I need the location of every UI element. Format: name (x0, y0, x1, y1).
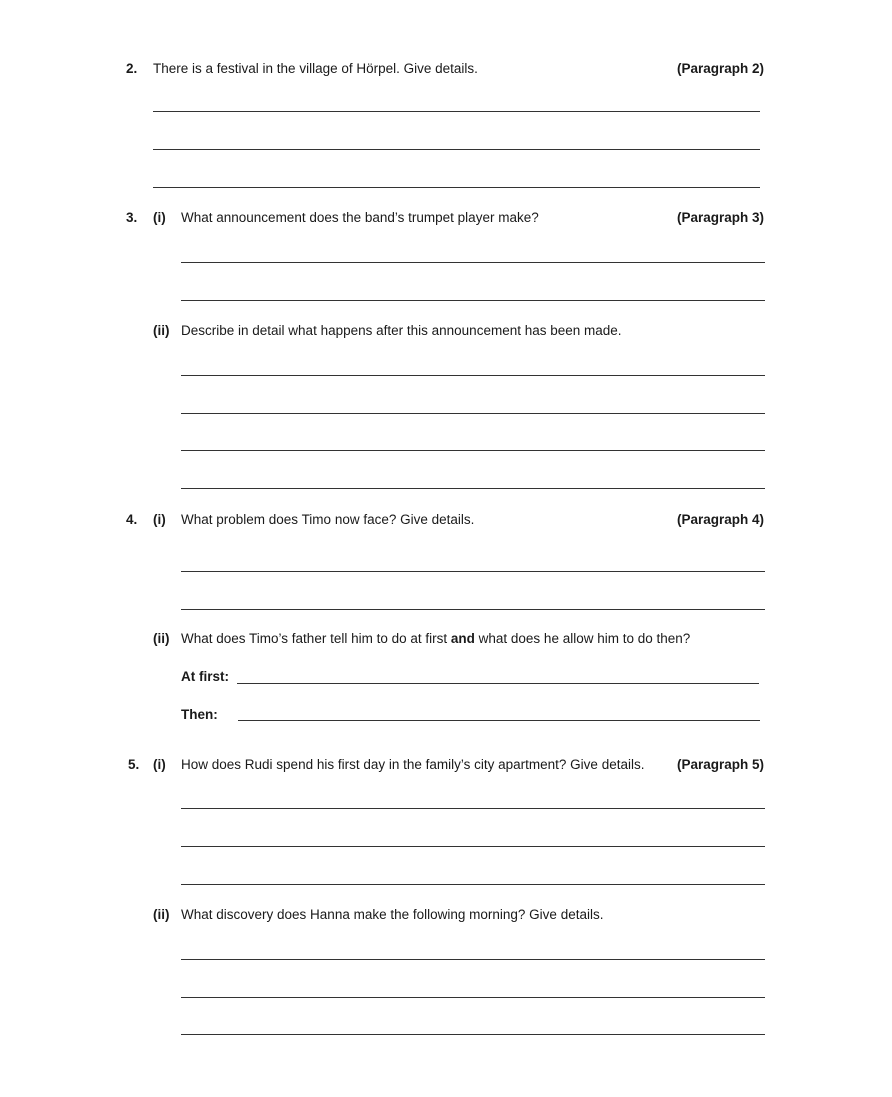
question-4-ii-label: (ii) (153, 631, 170, 646)
question-4-number: 4. (126, 512, 138, 527)
answer-line-q3ii-2[interactable] (181, 413, 765, 414)
question-3-ii-label: (ii) (153, 323, 170, 338)
question-4-ii-text (181, 631, 690, 646)
question-4-i-label: (i) (153, 512, 166, 527)
question-5-ii-label: (ii) (153, 907, 170, 922)
answer-line-q4i-2[interactable] (181, 609, 765, 610)
question-5-i-label: (i) (153, 757, 166, 772)
question-3-number: 3. (126, 210, 138, 225)
answer-line-q3ii-3[interactable] (181, 450, 765, 451)
question-4-ii-text-bold: and (450, 631, 475, 646)
answer-line-q3i-1[interactable] (181, 262, 765, 263)
answer-line-q5ii-2[interactable] (181, 997, 765, 998)
question-5-i-text: How does Rudi spend his first day in the family’s city apartment? Give details. (181, 757, 645, 772)
question-2-number: 2. (126, 61, 138, 76)
question-4-ii-text-b: what does he allow him to do then? (474, 631, 691, 646)
question-4-ii-text-a: What does Timo’s father tell him to do at first (181, 631, 451, 646)
question-5-paragraph-ref: (Paragraph 5) (677, 757, 765, 772)
answer-line-q2-1[interactable] (153, 111, 760, 112)
answer-line-q4i-1[interactable] (181, 571, 765, 572)
answer-line-q5i-3[interactable] (181, 884, 765, 885)
answer-line-q5ii-1[interactable] (181, 959, 765, 960)
question-3-i-label: (i) (153, 210, 166, 225)
at-first-label: At first: (181, 669, 229, 684)
question-5-ii-text: What discovery does Hanna make the following morning? Give details. (181, 907, 604, 922)
question-3-i-text: What announcement does the band’s trumpet player make? (181, 210, 539, 225)
question-3-paragraph-ref: (Paragraph 3) (677, 210, 765, 225)
answer-line-q5ii-3[interactable] (181, 1034, 765, 1035)
then-label: Then: (181, 707, 218, 722)
answer-line-q3ii-4[interactable] (181, 488, 765, 489)
answer-line-q5i-1[interactable] (181, 808, 765, 809)
question-5-number: 5. (128, 757, 140, 772)
question-2-text: There is a festival in the village of Hörpel. Give details. (153, 61, 478, 76)
answer-line-q2-2[interactable] (153, 149, 760, 150)
then-answer-line[interactable] (238, 720, 760, 721)
answer-line-q2-3[interactable] (153, 187, 760, 188)
question-3-ii-text: Describe in detail what happens after this announcement has been made. (181, 323, 622, 338)
at-first-answer-line[interactable] (237, 683, 759, 684)
question-4-i-text: What problem does Timo now face? Give details. (181, 512, 475, 527)
question-4-paragraph-ref: (Paragraph 4) (677, 512, 765, 527)
answer-line-q3i-2[interactable] (181, 300, 765, 301)
answer-line-q3ii-1[interactable] (181, 375, 765, 376)
question-2-paragraph-ref: (Paragraph 2) (677, 61, 765, 76)
answer-line-q5i-2[interactable] (181, 846, 765, 847)
